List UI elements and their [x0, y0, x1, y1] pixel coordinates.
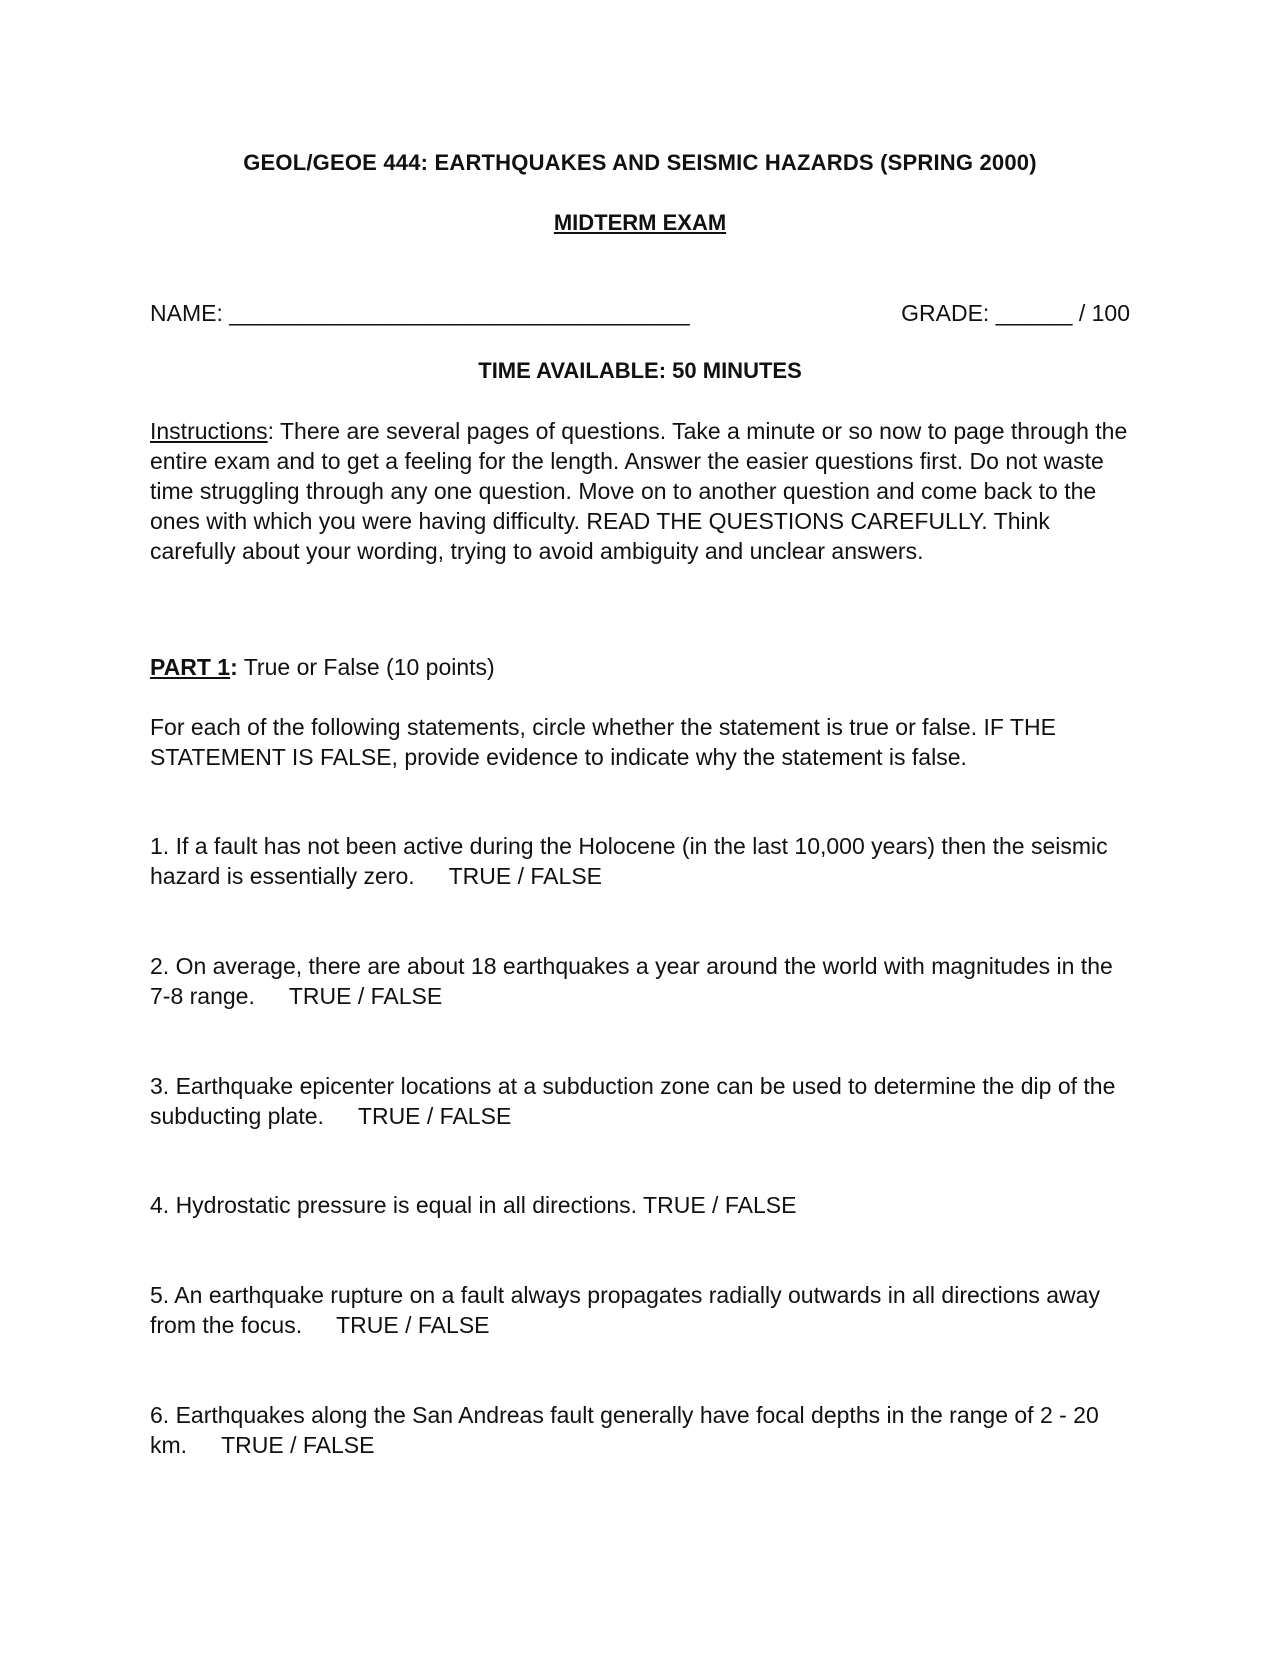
part1-label: PART 1 — [150, 654, 231, 680]
question-2 — [150, 951, 1130, 1011]
true-false-choice: TRUE / FALSE — [336, 1312, 490, 1338]
part1-colon: : — [230, 654, 238, 680]
question-text: 3. Earthquake epicenter locations at a subduction zone can be used to determine the dip of the subducting plate. — [150, 1073, 1116, 1129]
question-1 — [150, 831, 1130, 891]
true-false-choice: TRUE / FALSE — [221, 1432, 375, 1458]
question-text: 2. On average, there are about 18 earthquakes a year around the world with magnitudes in the 7-8 range. — [150, 953, 1113, 1009]
question-text: 1. If a fault has not been active during the Holocene (in the last 10,000 years) then the seismic hazard is essentially zero. — [150, 833, 1108, 889]
question-text: 5. An earthquake rupture on a fault always propagates radially outwards in all directions away from the focus. — [150, 1282, 1100, 1338]
part1-directions: For each of the following statements, circle whether the statement is true or false. IF THE STATEMENT IS FALSE, provide evidence to indicate why the statement is false. — [150, 714, 1056, 770]
instructions-label: Instructions — [150, 418, 268, 444]
question-3 — [150, 1071, 1130, 1131]
question-text: 6. Earthquakes along the San Andreas fault generally have focal depths in the range of 2 - 20 km. — [150, 1402, 1099, 1458]
question-text: 4. Hydrostatic pressure is equal in all directions. — [150, 1192, 638, 1218]
question-6 — [150, 1400, 1130, 1460]
question-5 — [150, 1280, 1130, 1340]
instructions-paragraph — [150, 416, 1130, 566]
true-false-choice: TRUE / FALSE — [357, 1103, 512, 1129]
true-false-choice: TRUE / FALSE — [448, 863, 602, 889]
part1-title: True or False (10 points) — [237, 654, 495, 680]
true-false-choice: TRUE / FALSE — [288, 983, 443, 1009]
true-false-choice: TRUE / FALSE — [643, 1192, 797, 1218]
name-field: NAME: ____________________________________ — [150, 300, 690, 326]
exam-title: GEOL/GEOE 444: EARTHQUAKES AND SEISMIC HAZARDS (SPRING 2000) — [243, 150, 1037, 175]
exam-subtitle: MIDTERM EXAM — [553, 210, 727, 235]
grade-field: GRADE: ______ / 100 — [901, 300, 1130, 326]
part1-heading — [150, 652, 1130, 682]
question-4 — [150, 1190, 1130, 1220]
time-available: TIME AVAILABLE: 50 MINUTES — [478, 358, 802, 383]
instructions-text: : There are several pages of questions. Take a minute or so now to page through the entire exam and to get a feeling for the length. Answer the easier questions first. Do not waste time struggling through any one question. Move on to another question and come back to the ones with which you were having difficulty. READ THE QUESTIONS CAREFULLY. Think carefully about your wording, trying to avoid ambiguity and unclear answers. — [150, 418, 1128, 564]
